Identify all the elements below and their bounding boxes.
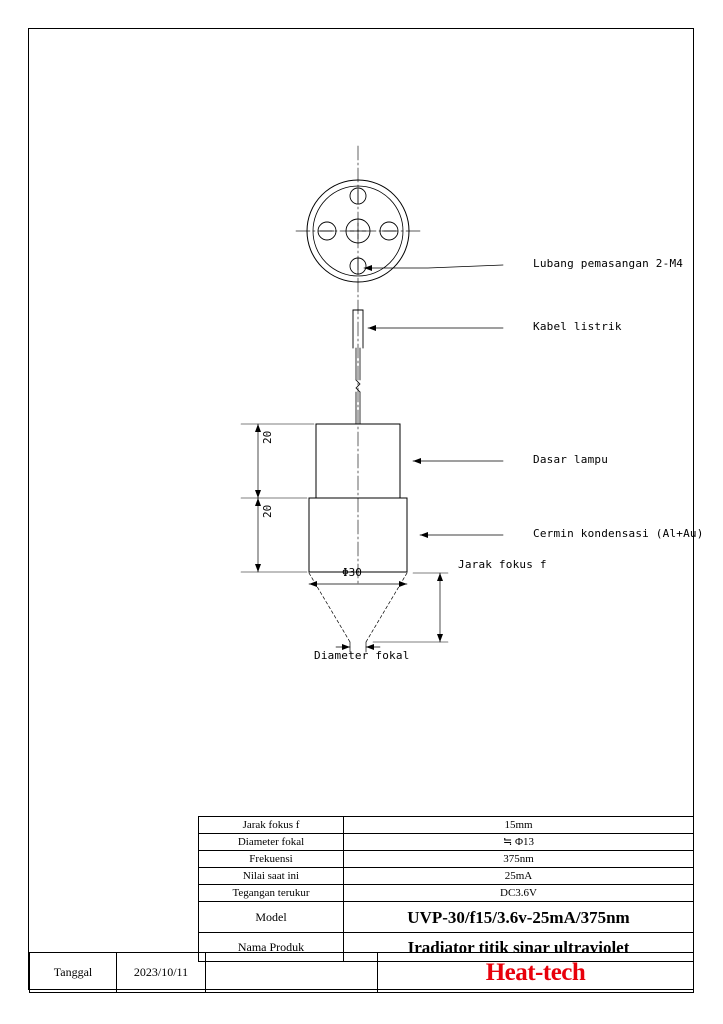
table-row [199,834,694,851]
spec-label-current: Nilai saat ini [199,868,344,885]
spec-label-frequency: Frekuensi [199,851,344,868]
spec-label-focal-distance: Jarak fokus f [199,817,344,834]
callout-condenser-mirror: Cermin kondensasi (Al+Au) [533,527,704,540]
spec-value-model: UVP-30/f15/3.6v-25mA/375nm [344,902,694,933]
spec-label-voltage: Tegangan terukur [199,885,344,902]
date-value: 2023/10/11 [117,953,206,993]
brand-logo-cell [378,953,694,993]
footer-row [30,953,694,993]
spec-value-focal-distance: 15mm [344,817,694,834]
callout-focal-distance: Jarak fokus f [458,558,547,571]
table-row [199,885,694,902]
spec-value-current: 25mA [344,868,694,885]
callout-power-cable: Kabel listrik [533,320,622,333]
specification-table [198,816,694,962]
date-label: Tanggal [30,953,117,993]
spec-value-frequency: 375nm [344,851,694,868]
dimension-outer-diameter: Φ30 [342,566,362,579]
brand-logo: Heat-tech [485,958,586,986]
footer-blank-cell [206,953,378,993]
spec-value-voltage: DC3.6V [344,885,694,902]
spec-label-model: Model [199,902,344,933]
spec-value-product-name: Iradiator titik sinar ultraviolet [344,933,694,962]
spec-value-focal-diameter: ≒ Φ13 [344,834,694,851]
callout-lamp-base: Dasar lampu [533,453,609,466]
table-row [199,851,694,868]
spec-label-focal-diameter: Diameter fokal [199,834,344,851]
dimension-upper-height: 20 [261,430,274,444]
dimension-lower-height: 20 [261,504,274,518]
callout-focal-diameter: Diameter fokal [314,649,410,662]
table-row [199,817,694,834]
table-row [199,902,694,933]
callout-mounting-hole: Lubang pemasangan 2-M4 [533,257,684,270]
table-row [199,868,694,885]
title-block-footer [29,952,694,993]
spec-label-product-name: Nama Produk [199,933,344,962]
